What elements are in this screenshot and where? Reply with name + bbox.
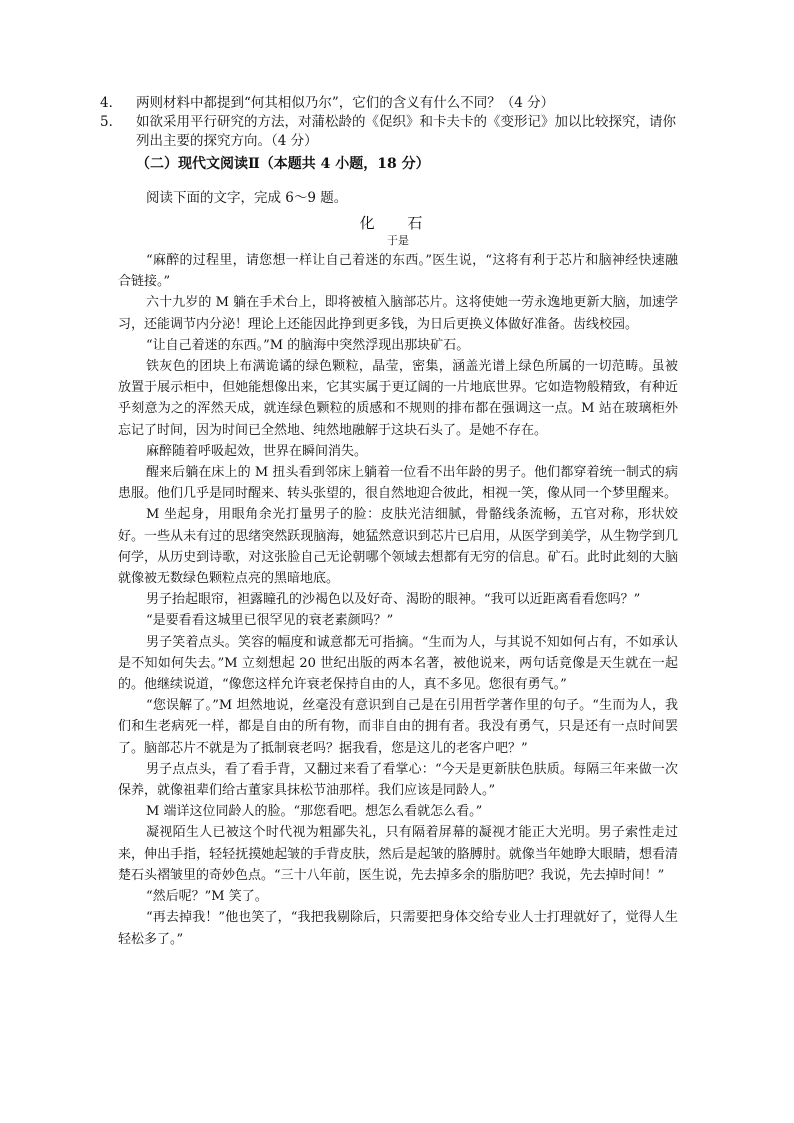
question-text: 两则材料中都提到“何其相似乃尔”，它们的含义有什么不同？（4 分） — [136, 95, 555, 111]
story-paragraph: “让自己着迷的东西。”M 的脑海中突然浮现出那块矿石。 — [146, 337, 470, 353]
story-paragraph: 男子点点头，看了看手背，又翻过来看了看掌心：“今天是更新肤色肤质。每隔三年来做一次保养，就像祖辈们给古董家具抹松节油那样。我们应该是同龄人。” — [118, 761, 678, 799]
question-number: 5． — [100, 114, 123, 130]
section-heading: （二）现代文阅读Ⅱ（本题共 4 小题，18 分） — [136, 156, 430, 172]
story-paragraph: M 端详这位同龄人的脸。“那您看吧。想怎么看就怎么看。” — [146, 804, 483, 820]
question-number: 4． — [100, 95, 123, 111]
story-paragraph: 麻醉随着呼吸起效，世界在瞬间消失。 — [146, 443, 368, 459]
story-paragraph: “然后呢？”M 笑了。 — [146, 889, 268, 905]
question-5 — [100, 113, 678, 151]
story-paragraph: 铁灰色的团块上布满诡谲的绿色颗粒，晶莹，密集，涵盖光谱上绿色所属的一切范畴。虽被放置于展示柜中，但她能想像出来，它其实属于更辽阔的一片地底世界。它如造物般精致，有种近乎刻意为之的浑然天成，就连绿色颗粒的质感和不规则的排布都在强调这一点。M 站在玻璃柜外忘记了时间，因为时间已全然地、纯然地融解于这块石头了。是她不存在。 — [118, 359, 678, 438]
story-paragraph: “再去掉我！”他也笑了，“我把我剔除后，只需要把身体交给专业人士打理就好了，觉得人生轻松多了。” — [118, 910, 678, 947]
story-paragraph: 男子抬起眼帘，袒露瞳孔的沙褐色以及好奇、渴盼的眼神。“我可以近距离看看您吗？” — [146, 592, 641, 608]
story-paragraph: “麻醉的过程里，请您想一样让自己着迷的东西。”医生说，“这将有利于芯片和脑神经快速融合链接。” — [118, 253, 678, 290]
question-text: 如欲采用平行研究的方法，对蒲松龄的《促织》和卡夫卡的《变形记》加以比较探究，请你列出主要的探究方向。（4 分） — [136, 114, 676, 149]
story-author: 于是 — [387, 234, 409, 247]
story-paragraph: M 坐起身，用眼角余光打量男子的脸：皮肤光洁细腻，骨骼线条流畅，五官对称，形状姣好。一些从未有过的思绪突然跃现脑海，她猛然意识到芯片已启用，从医学到美学，从生物学到几何学，从历史到诗歌，对这张脸自己无论朝哪个领域去想都有无穷的信息。矿石。此时此刻的大脑就像被无数绿色颗粒点亮的黑暗地底。 — [118, 507, 678, 587]
question-4 — [100, 94, 678, 113]
story-paragraph: “是要看看这城里已很罕见的衰老素颜吗？” — [146, 613, 394, 629]
reading-instructions: 阅读下面的文字，完成 6～9 题。 — [146, 190, 348, 206]
story-paragraph: “您误解了。”M 坦然地说，丝毫没有意识到自己是在引用哲学著作里的句子。“生而为人，我们和生老病死一样，都是自由的所有物，而非自由的拥有者。我没有勇气，只是还有一点时间罢了。脑部芯片不就是为了抵制衰老吗？据我看，您是这儿的老客户吧？” — [118, 698, 678, 756]
story-paragraph: 男子笑着点头。笑容的幅度和诚意都无可指摘。“生而为人，与其说不知如何占有，不如承认是不知如何失去。”M 立刻想起 20 世纪出版的两本名著，被他说来，两句话竟像是天生就在一起的。他继续说道，“像您这样允许衰老保持自由的人，真不多见。您很有勇气。” — [118, 634, 678, 693]
story-paragraph: 凝视陌生人已被这个时代视为粗鄙失礼，只有隔着屏幕的凝视才能正大光明。男子索性走过来，伸出手指，轻轻抚摸她起皱的手背皮肤，然后是起皱的胳膊肘。就像当年她睁大眼睛，想看清楚石头褶皱里的奇妙色点。“三十八年前，医生说，先去掉多余的脂肪吧？我说，先去掉时间！” — [118, 825, 678, 883]
story-paragraph: 六十九岁的 M 躺在手术台上，即将被植入脑部芯片。这将使她一劳永逸地更新大脑，加速学习，还能调节内分泌！理论上还能因此挣到更多钱，为日后更换义体做好准备。齿线校园。 — [118, 295, 678, 332]
page-content — [100, 94, 678, 950]
story-paragraph: 醒来后躺在床上的 M 扭头看到邻床上躺着一位看不出年龄的男子。他们都穿着统一制式的病患服。他们几乎是同时醒来、转头张望的，很自然地迎合彼此，相视一笑，像从同一个梦里醒来。 — [118, 465, 678, 502]
story-title: 化 石 — [359, 214, 437, 232]
